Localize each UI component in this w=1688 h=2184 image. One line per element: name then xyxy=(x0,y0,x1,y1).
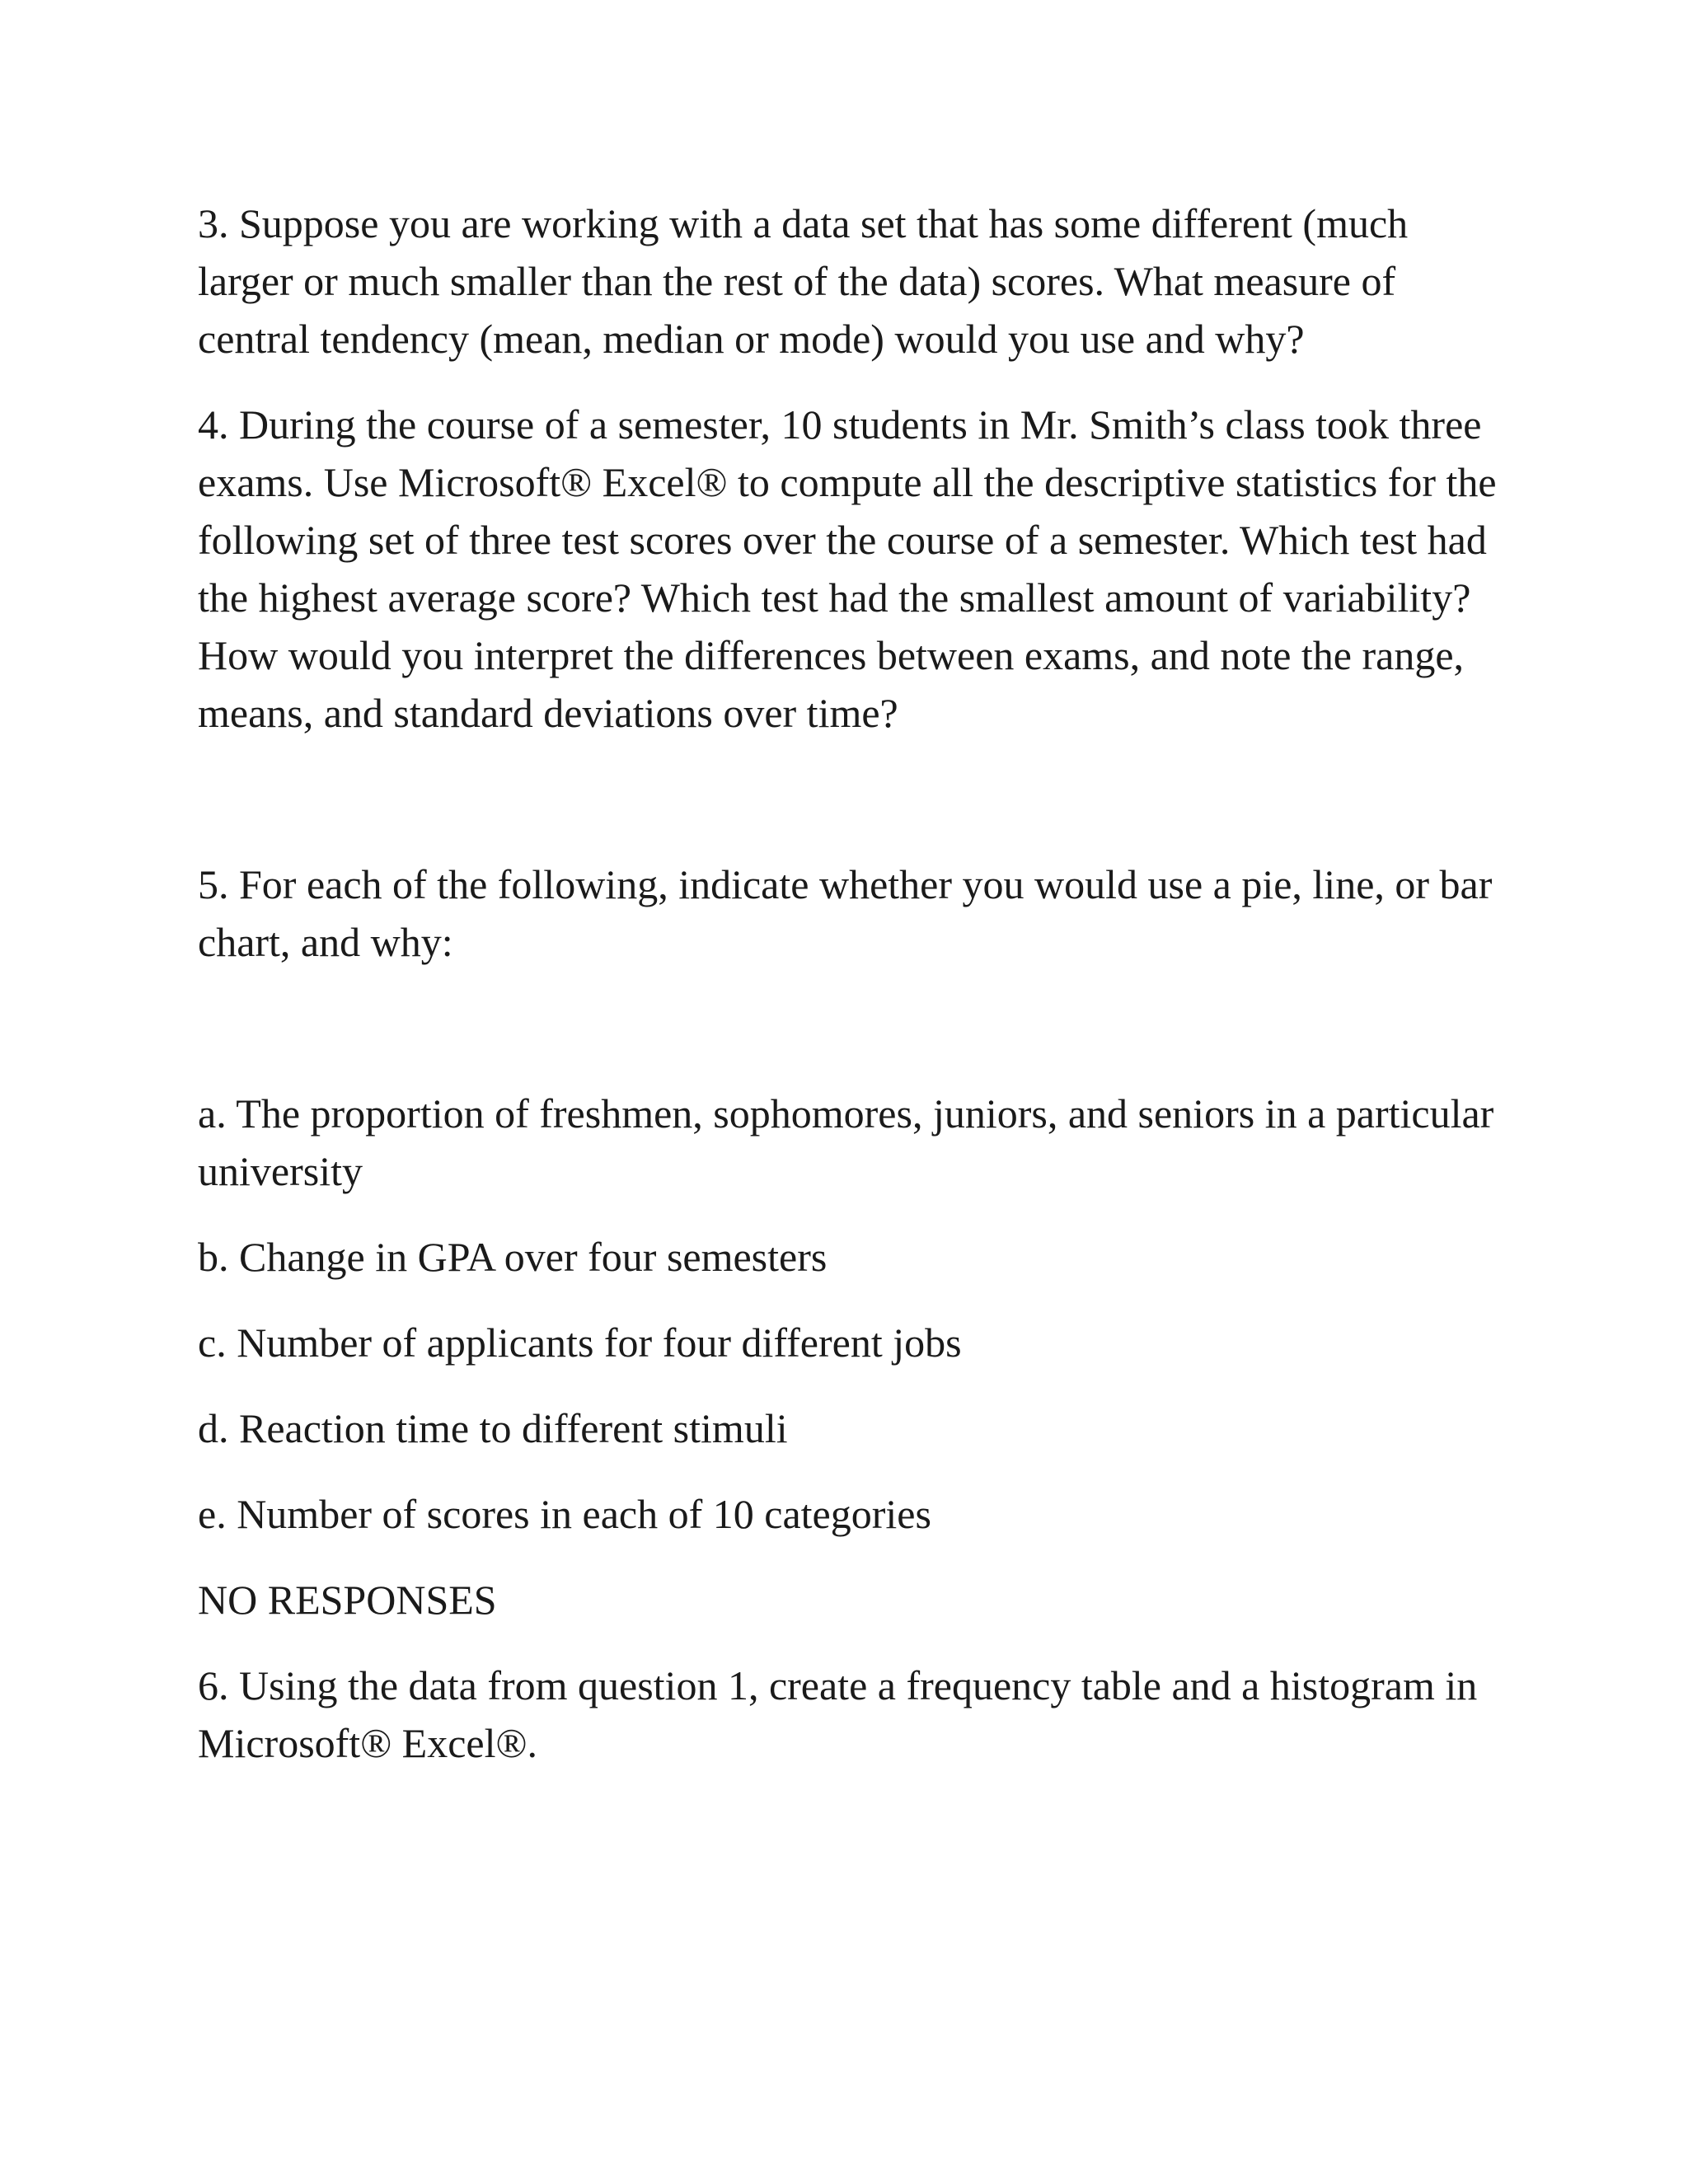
no-responses-note: NO RESPONSES xyxy=(198,1577,497,1623)
question-4: 4. During the course of a semester, 10 students in Mr. Smith’s class took three exams. Use Microsoft® Excel® to compute all the descriptive statistics for the following set of three test scores over the course of a semester. Which test had the highest average score? Which test had the smallest amount of variability? How would you interpret the differences between exams, and note the range, means, and standard deviations over time? xyxy=(198,401,1497,736)
question-5: 5. For each of the following, indicate whether you would use a pie, line, or bar chart, and why: xyxy=(198,861,1493,965)
item-d: d. Reaction time to different stimuli xyxy=(198,1405,788,1451)
item-a: a. The proportion of freshmen, sophomores, juniors, and seniors in a particular university xyxy=(198,1090,1494,1194)
item-c: c. Number of applicants for four different jobs xyxy=(198,1319,962,1366)
item-b: b. Change in GPA over four semesters xyxy=(198,1234,828,1280)
question-6: 6. Using the data from question 1, create a frequency table and a histogram in Microsoft® Excel®. xyxy=(198,1662,1478,1766)
question-3: 3. Suppose you are working with a data set that has some different (much larger or much smaller than the rest of the data) scores. What measure of central tendency (mean, median or mode) would you use and why? xyxy=(198,200,1409,362)
document-body xyxy=(198,194,1500,1772)
item-e: e. Number of scores in each of 10 categories xyxy=(198,1491,931,1537)
